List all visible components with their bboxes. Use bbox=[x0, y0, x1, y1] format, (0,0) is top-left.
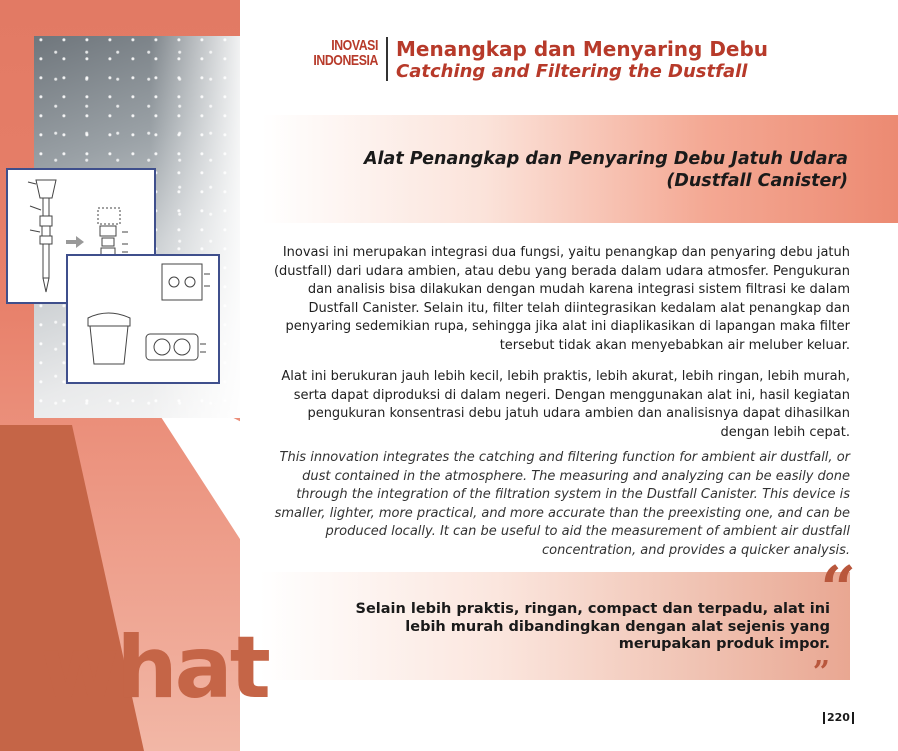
brand-logo bbox=[312, 38, 378, 68]
what-label: what bbox=[40, 618, 268, 718]
paragraph-id-1: Inovasi ini merupakan integrasi dua fungsi, yaitu penangkap dan penyaring debu jatuh (dustfall) dari udara ambien, atau debu yang berada dalam udara atmosfer. Pengukuran dan analisis bisa dilakukan dengan mudah karena integrasi sistem filtrasi ke dalam Dustfall Canister. Selain itu, filter telah diintegrasikan kedalam alat penangkap dan penyaring sedemikian rupa, sehingga jika alat ini diaplikasikan di lapangan maka filter tersebut tidak akan menyebabkan air meluber keluar. bbox=[273, 245, 850, 353]
open-quote-icon: “ bbox=[820, 552, 856, 625]
page-title: Menangkap dan Menyaring Debu bbox=[396, 37, 769, 61]
section-heading bbox=[364, 148, 848, 192]
paragraph-en: This innovation integrates the catching and filtering function for ambient air dustfall, or dust contained in the atmosphere. The measuring and analyzing can be easily done through the integration of the filtration system in the Dustfall Canister. This device is smaller, lighter, more practical, and more accurate than the preexisting one, and can be produced locally. It can be useful to aid the measurement of ambient air dustfall concentration, and provides a quicker analysis. bbox=[274, 450, 850, 558]
header-divider bbox=[386, 37, 388, 81]
brand-line-2: INDONESIA bbox=[313, 52, 378, 69]
paragraph-id-2: Alat ini berukuran jauh lebih kecil, lebih praktis, lebih akurat, lebih ringan, lebih murah, serta dapat diproduksi di dalam negeri. Dengan menggunakan alat ini, hasil kegiatan pengukuran konsentrasi debu jatuh udara ambien dan analisisnya dapat dihasilkan dengan lebih cepat. bbox=[281, 369, 850, 440]
page-subtitle: Catching and Filtering the Dustfall bbox=[396, 61, 748, 82]
brand-line-1: INOVASI bbox=[331, 37, 378, 54]
heading-line-2: (Dustfall Canister) bbox=[666, 171, 848, 191]
heading-line-1: Alat Penangkap dan Penyaring Debu Jatuh Udara bbox=[363, 149, 848, 169]
page-number: 220 bbox=[823, 712, 854, 724]
close-quote-icon: ” bbox=[812, 655, 830, 690]
device-diagram-canister bbox=[66, 254, 220, 384]
pull-quote: Selain lebih praktis, ringan, compact dan terpadu, alat ini lebih murah dibandingkan dengan alat sejenis yang merupakan produk impor. bbox=[355, 601, 830, 652]
